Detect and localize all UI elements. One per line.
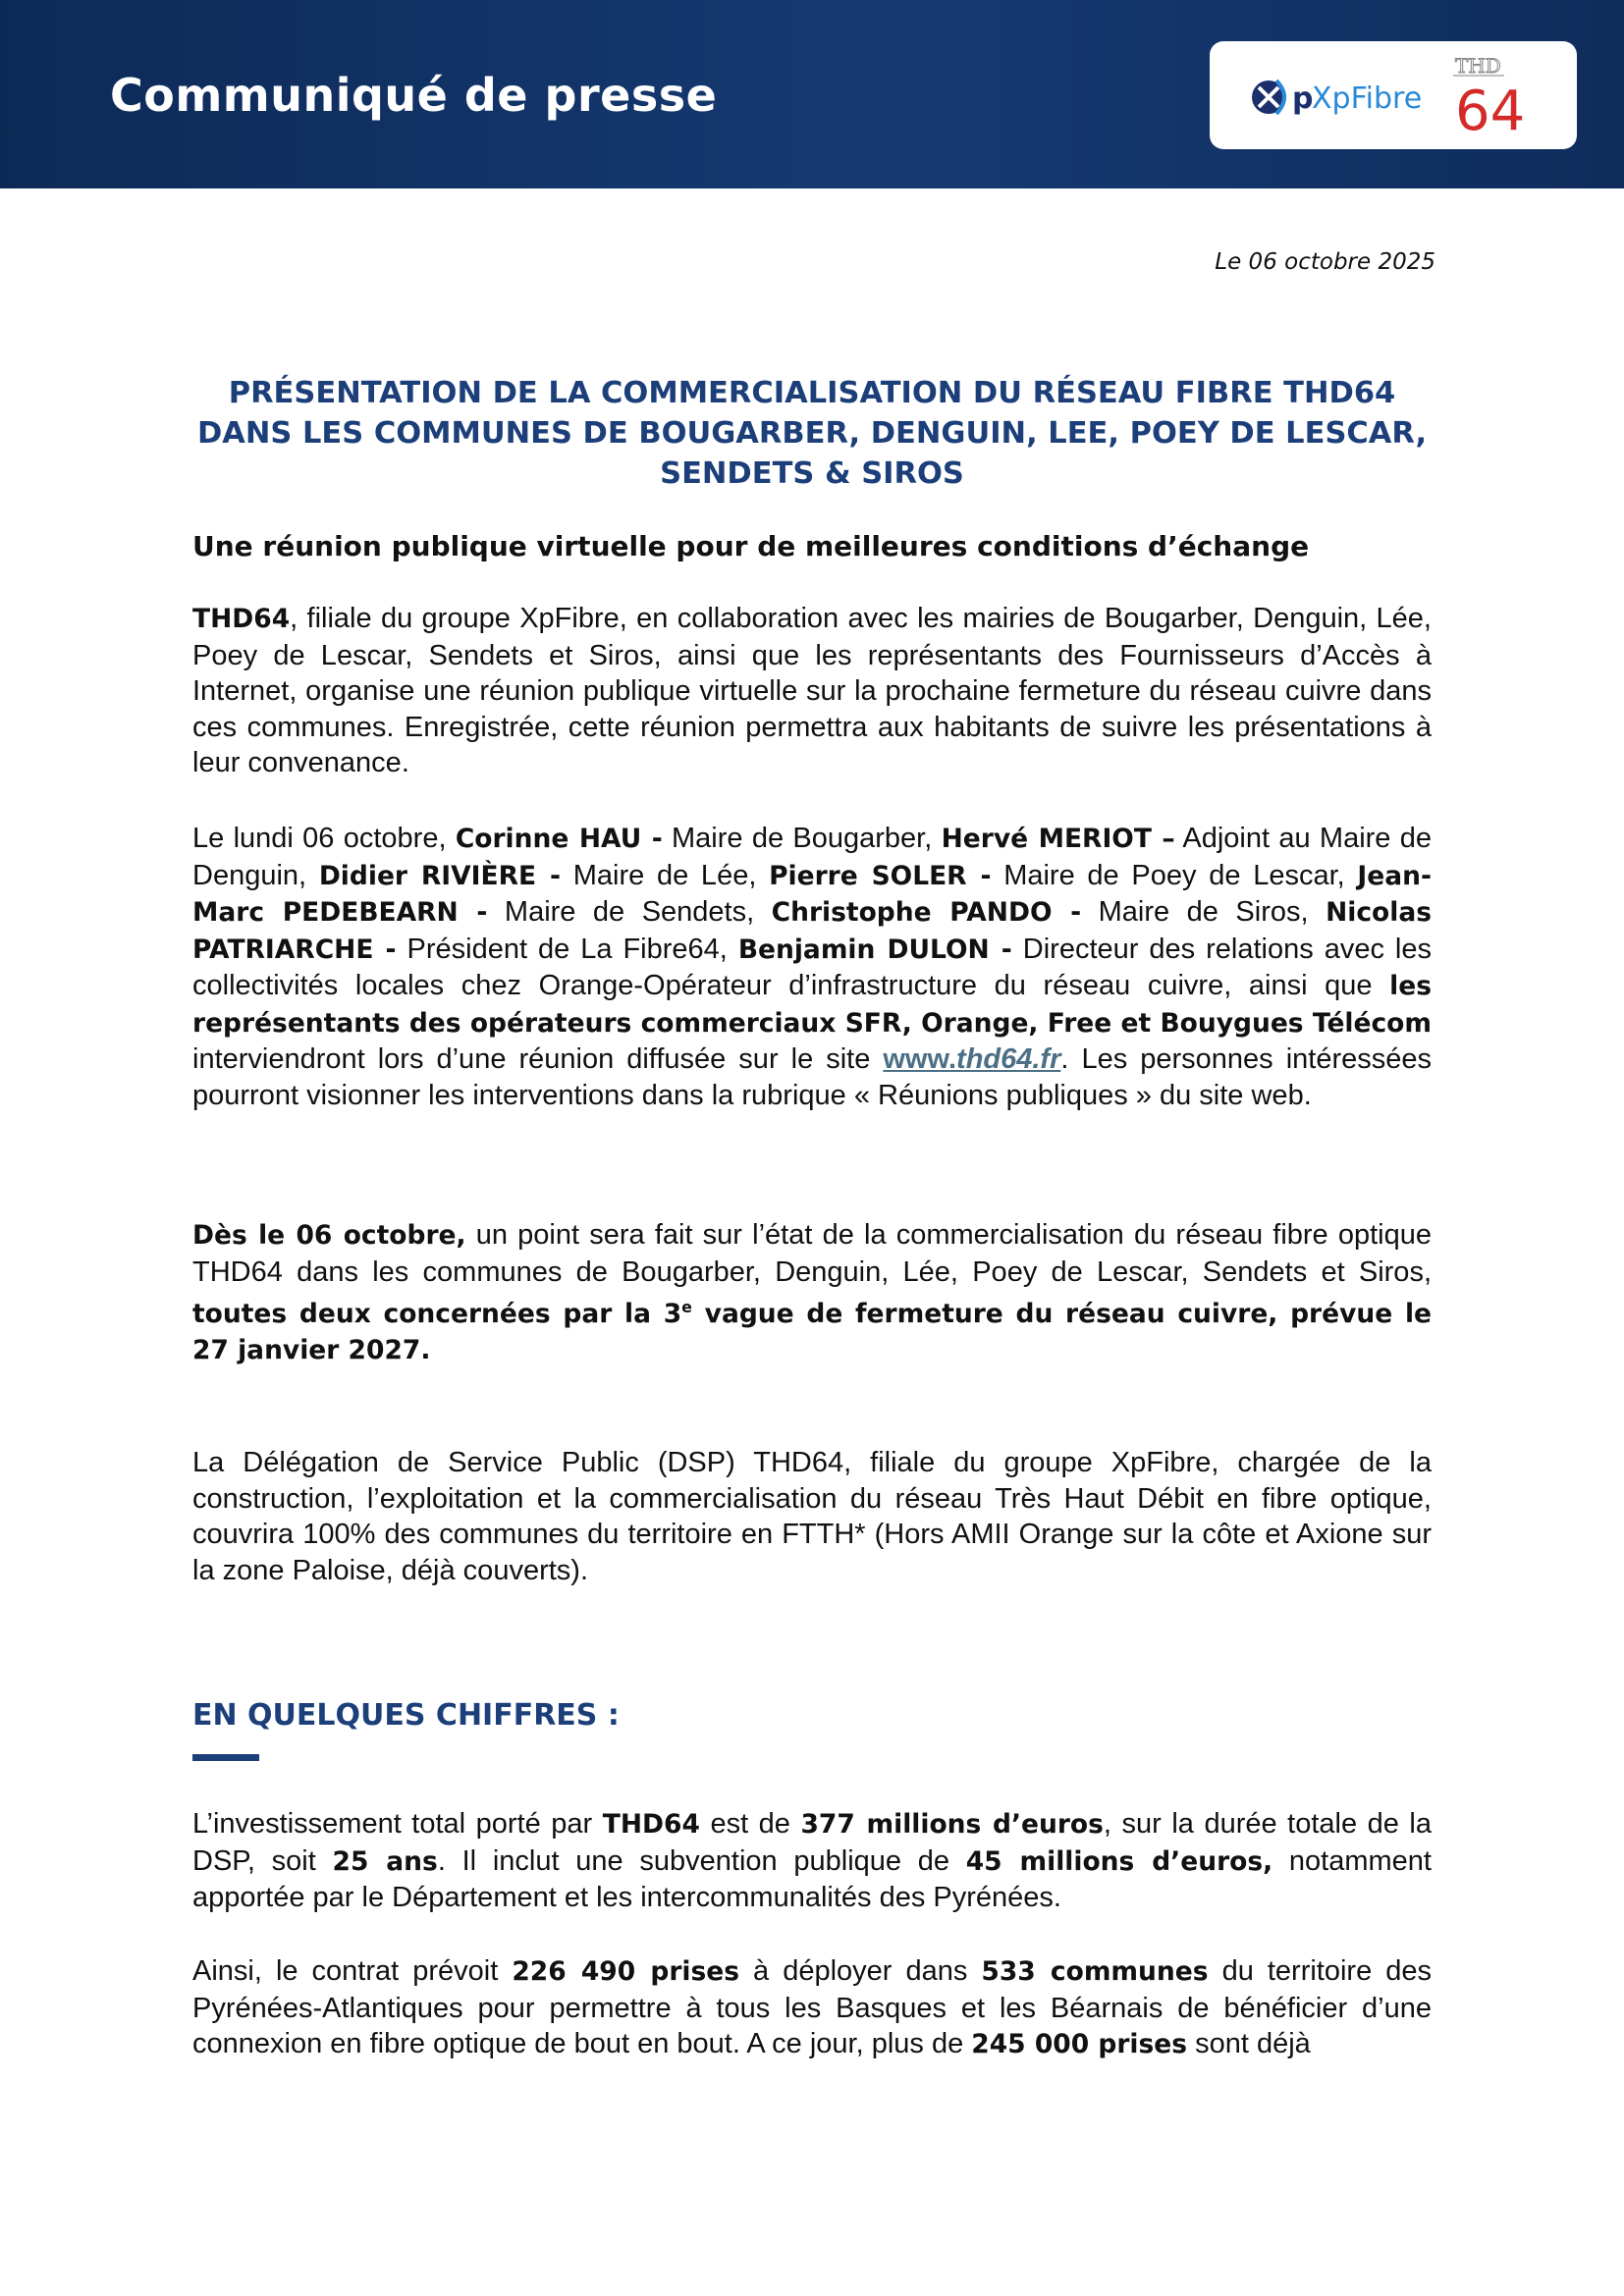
text: Maire de Sendets, (487, 896, 772, 928)
text-bold: 533 communes (981, 1956, 1209, 1987)
text: Maire de Bougarber, (662, 823, 942, 854)
text: Maire de Poey de Lescar, (991, 859, 1358, 891)
link-www: www. (883, 1043, 957, 1075)
text: à déployer dans (739, 1955, 982, 1987)
text: sont déjà (1187, 2028, 1311, 2059)
text: Président de La Fibre64, (396, 933, 738, 965)
paragraph-contract (192, 1953, 1432, 2063)
logo-box (1210, 41, 1577, 149)
press-title (192, 373, 1432, 494)
speaker-name: Benjamin DULON - (737, 934, 1012, 965)
press-title-line-2: DANS LES COMMUNES DE BOUGARBER, DENGUIN, LEE, POEY DE LESCAR, (196, 416, 1428, 451)
text: , filiale du groupe XpFibre, en collaboration avec les mairies de Bougarber, Denguin, Lée, Poey de Lescar, Sendets et Siros, ainsi que les représentants des Fournisseurs d’Accès à Internet, organise une réunion publique virtuelle sur la prochaine fermeture du réseau cuivre dans ces communes. Enregistrée, cette réunion permettra aux habitants de suivre les présentations à leur convenance. (192, 603, 1432, 778)
text-bold: THD64 (602, 1809, 700, 1840)
speaker-name: Didier RIVIÈRE - (318, 860, 562, 891)
text-bold-part: vague de fermeture du réseau cuivre, prévue le 27 janvier 2027. (192, 1298, 1433, 1366)
svg-text:p: p (1292, 81, 1314, 116)
speaker-name: Christophe PANDO - (771, 897, 1082, 928)
header-title: Communiqué de presse (110, 69, 718, 122)
text: . Il inclut une subvention publique de (437, 1844, 966, 1877)
thd64-website-link[interactable] (883, 1043, 1060, 1075)
superscript: e (681, 1298, 692, 1316)
section-title: EN QUELQUES CHIFFRES : (192, 1698, 620, 1733)
link-domain: thd64.fr (956, 1043, 1061, 1075)
text-bold: 245 000 prises (971, 2029, 1188, 2059)
text: Maire de Siros, (1081, 896, 1326, 928)
text-bold: 45 millions d’euros, (965, 1845, 1273, 1877)
text: du territoire des Pyrénées-Atlantiques pour permettre à tous les Basques et les Béarnais de bénéficier d’une connexion en fibre optique de bout en bout. A ce jour, plus de (192, 1955, 1432, 2059)
thd64-logo (1445, 51, 1534, 139)
text: Directeur des relations avec les collectivités locales chez Orange-Opérateur d’infrastructure du réseau cuivre, ainsi que (192, 933, 1432, 1001)
text: Le lundi 06 octobre, (192, 823, 456, 854)
text: Adjoint au Maire de Denguin, (192, 823, 1433, 891)
thd64-logo-top: THD (1455, 54, 1501, 78)
text-bold (192, 1299, 1432, 1366)
text: Ainsi, le contrat prévoit (192, 1955, 513, 1987)
paragraph-investment (192, 1806, 1432, 1916)
text: Maire de Lée, (561, 859, 770, 891)
press-title-line-3: SENDETS & SIROS (660, 456, 964, 491)
text-bold: 25 ans (332, 1845, 438, 1877)
text-bold: THD64 (192, 604, 291, 634)
thd64-logo-number: 64 (1455, 80, 1526, 139)
speaker-name: Jean-Marc PEDEBEARN - (192, 860, 1433, 928)
text: , sur la durée totale de la DSP, soit (192, 1808, 1433, 1877)
press-title-line-1: PRÉSENTATION DE LA COMMERCIALISATION DU RÉSEAU FIBRE THD64 (228, 376, 1396, 410)
xpfibre-logo (1249, 73, 1426, 122)
paragraph-dsp (192, 1445, 1432, 1588)
speaker-name: Nicolas PATRIARCHE - (192, 897, 1432, 965)
speaker-name: Corinne HAU - (455, 824, 663, 854)
speaker-name: Hervé MERIOT – (941, 824, 1175, 854)
text: interviendront lors d’une réunion diffusée sur le site (192, 1043, 884, 1075)
press-subtitle: Une réunion publique virtuelle pour de meilleures conditions d’échange (192, 530, 1310, 562)
xpfibre-logo-text: XpFibre (1312, 81, 1423, 116)
operators-bold: les représentants des opérateurs commerciaux SFR, Orange, Free et Bouygues Télécom (192, 971, 1432, 1039)
paragraph-speakers (192, 821, 1432, 1113)
text: est de (699, 1808, 801, 1840)
press-date: Le 06 octobre 2025 (1215, 249, 1435, 275)
text: La Délégation de Service Public (DSP) THD64, filiale du groupe XpFibre, chargée de la construction, l’exploitation et la commercialisation du réseau Très Haut Débit en fibre optique, couvrira 100% des communes du territoire en FTTH* (Hors AMII Orange sur la côte et Axione sur la zone Paloise, déjà couverts). (192, 1447, 1432, 1586)
text-bold: 226 490 prises (512, 1956, 739, 1987)
header-banner (0, 0, 1624, 188)
text: L’investissement total porté par (192, 1808, 603, 1840)
text: notamment apportée par le Département et les intercommunalités des Pyrénées. (192, 1844, 1432, 1913)
text-bold: 377 millions d’euros (800, 1809, 1104, 1840)
section-underline (192, 1754, 259, 1761)
text: un point sera fait sur l’état de la commercialisation du réseau fibre optique THD64 dans les communes de Bougarber, Denguin, Lée, Poey de Lescar, Sendets et Siros, (192, 1219, 1432, 1288)
text-bold-part: toutes deux concernées par la 3 (192, 1298, 682, 1329)
paragraph-commercialisation (192, 1217, 1432, 1369)
text: . Les personnes intéressées pourront visionner les interventions dans la rubrique « Réunions publiques » du site web. (192, 1043, 1432, 1111)
speaker-name: Pierre SOLER - (769, 860, 992, 891)
paragraph-intro (192, 601, 1432, 781)
text-bold: Dès le 06 octobre, (192, 1220, 466, 1251)
